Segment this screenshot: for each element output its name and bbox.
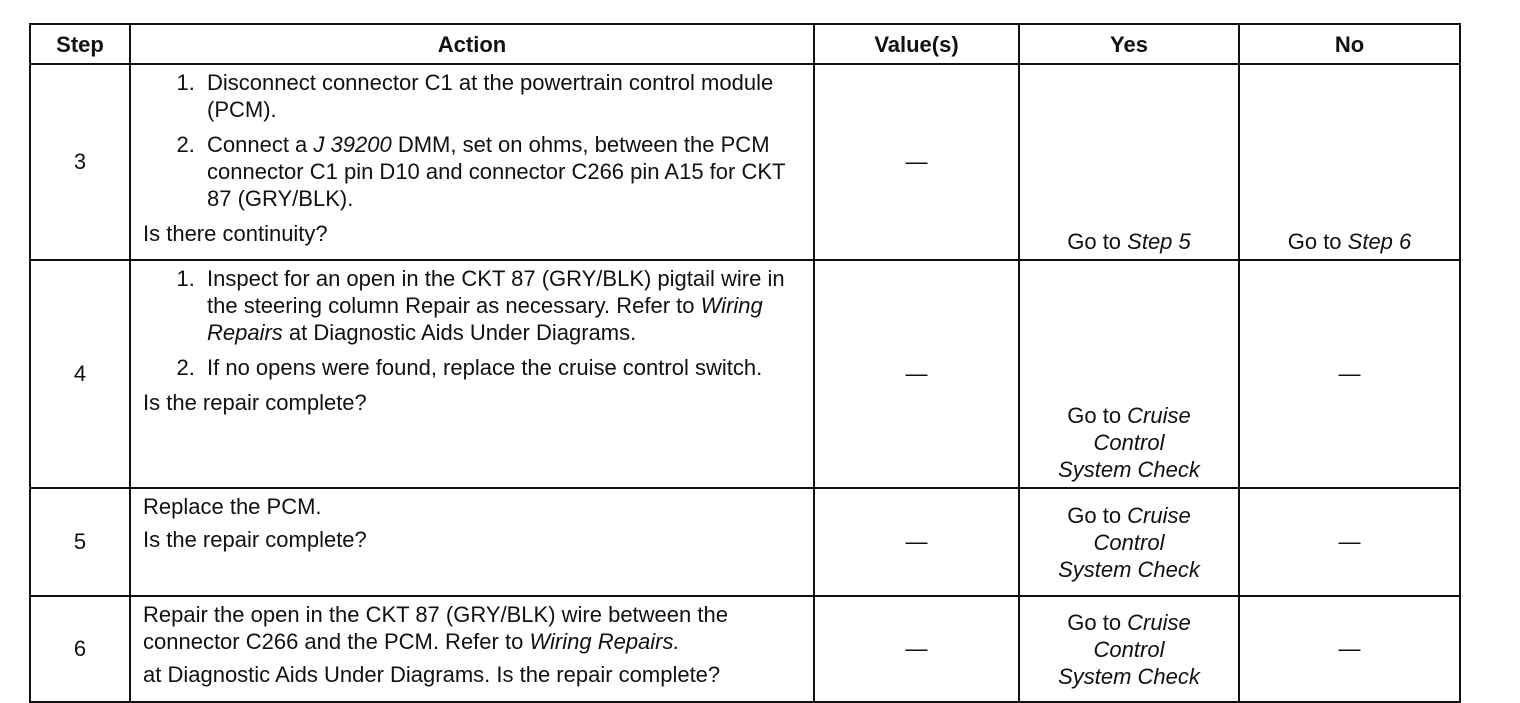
yes-prefix: Go to [1067, 229, 1128, 254]
action-text: If no opens were found, replace the cruise control switch. [207, 355, 763, 380]
action-text: Inspect for an open in the CKT 87 (GRY/BLK) pigtail wire in the steering column Repair as necessary. Refer to [207, 266, 785, 318]
no-cell [1239, 64, 1460, 260]
action-cell [130, 488, 814, 596]
no-step-link[interactable]: Step 6 [1347, 229, 1412, 254]
wiring-repairs-reference[interactable]: Wiring Repairs [207, 293, 763, 345]
action-text: at Diagnostic Aids Under Diagrams. [282, 320, 637, 345]
action-cell [130, 64, 814, 260]
table-row-step-4 [30, 260, 1460, 488]
action-text: Repair the open in the CKT 87 (GRY/BLK) wire between the connector C266 and the PCM. Refer to [143, 602, 728, 654]
action-step-item [201, 265, 805, 346]
yes-line [1020, 456, 1238, 483]
yes-cell [1019, 64, 1239, 260]
step-number: 6 [30, 596, 130, 702]
action-text: Disconnect connector C1 at the powertrain control module (PCM). [207, 70, 774, 122]
yes-line [1020, 529, 1238, 556]
no-prefix: Go to [1287, 229, 1348, 254]
action-cell [130, 260, 814, 488]
header-action: Action [130, 24, 814, 64]
value-cell: — [814, 488, 1019, 596]
value-cell: — [814, 64, 1019, 260]
action-steps-list [143, 265, 805, 381]
action-question: at Diagnostic Aids Under Diagrams. Is the repair complete? [143, 662, 721, 687]
step-number: 3 [30, 64, 130, 260]
yes-line [1020, 609, 1238, 636]
action-question: Is there continuity? [143, 221, 328, 246]
yes-link-part[interactable]: Cruise [1127, 403, 1191, 428]
yes-link-part[interactable]: Cruise [1127, 609, 1191, 635]
no-cell: — [1239, 596, 1460, 702]
action-question: Is the repair complete? [143, 390, 367, 415]
action-text: Replace the PCM. [143, 494, 322, 519]
yes-link-part[interactable]: Control [1093, 529, 1165, 555]
step-number: 4 [30, 260, 130, 488]
yes-link-part[interactable]: System Check [1058, 556, 1200, 582]
diagnostic-table [29, 23, 1461, 703]
no-cell: — [1239, 260, 1460, 488]
yes-link-part[interactable]: Control [1093, 430, 1165, 455]
yes-link-part[interactable]: System Check [1058, 457, 1200, 482]
header-yes: Yes [1019, 24, 1239, 64]
yes-link-part[interactable]: System Check [1058, 663, 1200, 689]
no-cell: — [1239, 488, 1460, 596]
yes-cell [1019, 488, 1239, 596]
action-text: DMM, set on ohms, between the PCM connector C1 pin D10 and connector C266 pin A15 for CKT 87 (GRY/BLK). [207, 132, 786, 211]
yes-cell [1019, 260, 1239, 488]
table-row-step-6 [30, 596, 1460, 702]
header-no: No [1239, 24, 1460, 64]
yes-line [1020, 663, 1238, 690]
action-steps-list [143, 69, 805, 212]
value-cell: — [814, 596, 1019, 702]
action-cell [130, 596, 814, 702]
wiring-repairs-reference[interactable]: Wiring Repairs. [529, 629, 680, 654]
diagnostic-table-container [29, 23, 1459, 703]
yes-cell [1019, 596, 1239, 702]
yes-line [1020, 502, 1238, 529]
tool-reference: J 39200 [313, 132, 392, 157]
yes-line [1020, 556, 1238, 583]
value-cell: — [814, 260, 1019, 488]
header-step: Step [30, 24, 130, 64]
header-values: Value(s) [814, 24, 1019, 64]
yes-line [1020, 429, 1238, 456]
action-question: Is the repair complete? [143, 527, 367, 552]
yes-step-link[interactable]: Step 5 [1127, 229, 1191, 254]
action-step-item [201, 69, 805, 123]
yes-link-part[interactable]: Cruise [1127, 502, 1191, 528]
yes-line [1020, 402, 1238, 429]
header-row [30, 24, 1460, 64]
action-text: Connect a [207, 132, 314, 157]
table-row-step-5 [30, 488, 1460, 596]
yes-link-part[interactable]: Control [1093, 636, 1165, 662]
yes-prefix: Go to [1067, 609, 1128, 635]
action-step-item [201, 131, 805, 212]
table-row-step-3 [30, 64, 1460, 260]
step-number: 5 [30, 488, 130, 596]
yes-prefix: Go to [1067, 502, 1128, 528]
yes-line [1020, 636, 1238, 663]
yes-prefix: Go to [1067, 403, 1128, 428]
action-step-item [201, 354, 805, 381]
